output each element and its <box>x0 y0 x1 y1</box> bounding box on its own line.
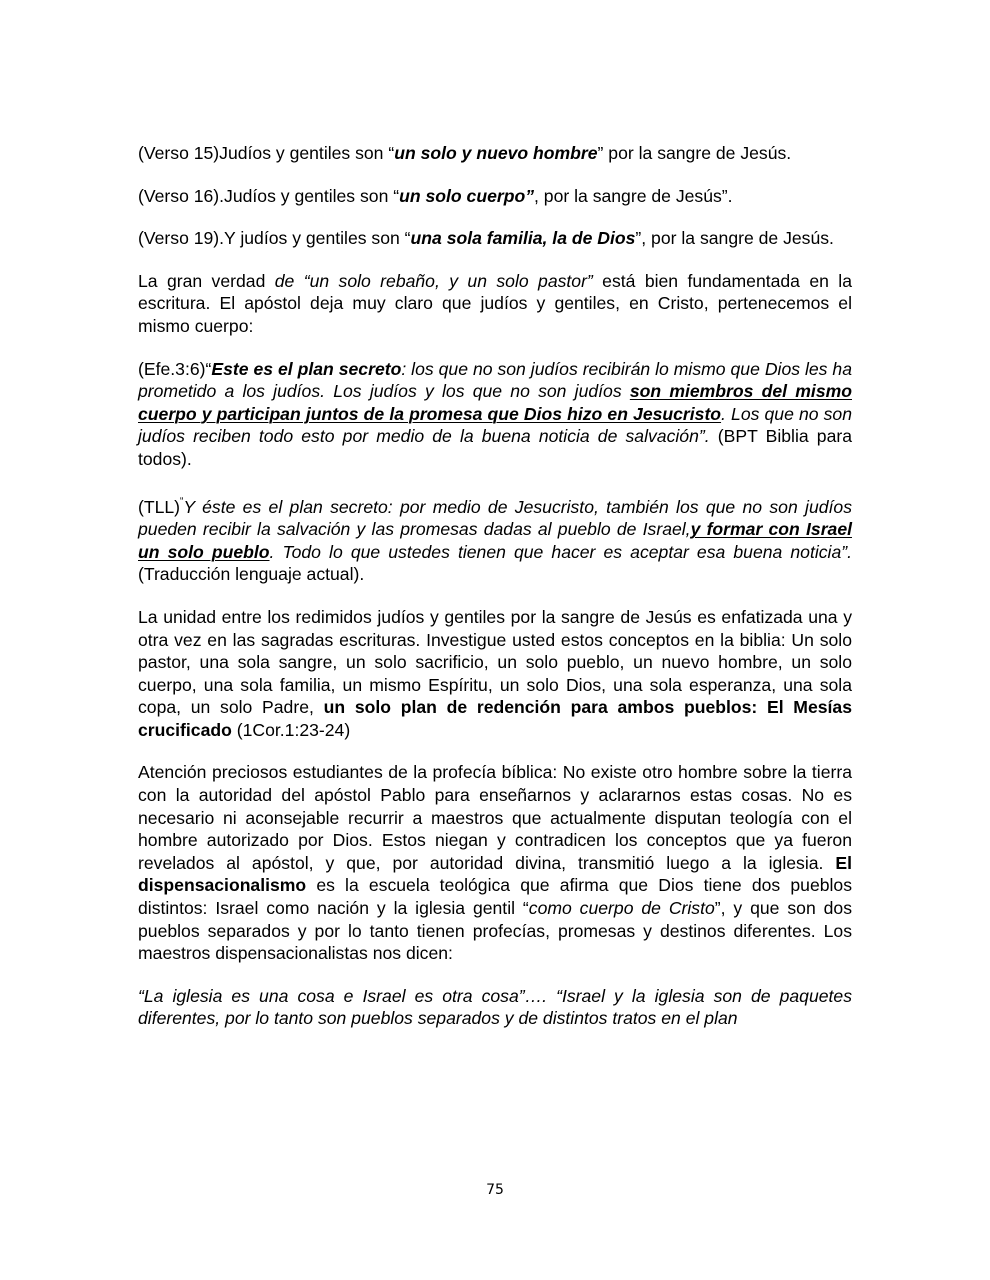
italic-phrase: como cuerpo de Cristo <box>528 898 715 919</box>
emphasis: un solo y nuevo hombre <box>394 143 598 163</box>
quote-text: . Los que no son judíos reciben todo esto por medio de la buena noticia de salvación”. <box>138 403 852 447</box>
paragraph-unidad <box>138 606 852 742</box>
text: está bien fundamentada en la escritura. El apóstol deja muy claro que judíos y gentiles, en Cristo, pertenecemos el mismo cuerpo: <box>138 270 853 336</box>
underlined-emphasis: son miembros del mismo cuerpo y participan juntos de la promesa que Dios hizo en Jesucristo <box>138 381 852 424</box>
quote-text: Y éste es el plan secreto: por medio de Jesucristo, también los que no son judíos pueden recibir la salvación y las promesas dadas al pueblo de Israel, <box>138 496 852 540</box>
version-note: (Traducción lenguaje actual). <box>138 564 365 585</box>
quote-text: . Todo lo que ustedes tienen que hacer es aceptar esa buena noticia”. <box>269 541 852 562</box>
paragraph-verse-15 <box>138 142 852 165</box>
paragraph-efesios-quote <box>138 358 852 471</box>
text: (Verso 15)Judíos y gentiles son “ <box>138 143 395 163</box>
bold-phrase: un solo plan de redención para ambos pueblos: El Mesías crucificado <box>138 697 852 740</box>
page-body <box>138 142 852 1050</box>
bold-term: El dispensacionalismo <box>138 852 852 896</box>
citation: (TLL) <box>138 496 181 517</box>
text: (Verso 16).Judíos y gentiles son “ <box>138 185 400 206</box>
text: , por la sangre de Jesús”. <box>534 185 733 206</box>
citation: (Efe.3:6)“ <box>138 358 212 379</box>
text: (Verso 19).Y judíos y gentiles son “ <box>138 228 411 249</box>
text: Atención preciosos estudiantes de la profecía bíblica: No existe otro hombre sobre la tierra con la autoridad del apóstol Pablo para enseñarnos y aclararnos estas cosas. No es necesario ni aconsejable recurrir a maestros que actualmente disputan teología con el hombre autorizado por Dios. Estos niegan y contradicen los conceptos que ya fueron revelados al apóstol, y que, por autoridad divina, transmitió luego a la iglesia. <box>138 762 852 873</box>
paragraph-tll-quote <box>138 496 852 586</box>
quote-text: “La iglesia es una cosa e Israel es otra cosa”…. “Israel y la iglesia son de paquetes diferentes, por lo tanto son pueblos separados y de distintos tratos en el plan <box>138 985 852 1029</box>
text: es la escuela teológica que afirma que Dios tiene dos pueblos distintos: Israel como nación y la iglesia gentil “ <box>138 875 852 919</box>
paragraph-verse-19 <box>138 227 852 250</box>
reference: (1Cor.1:23-24) <box>231 719 351 740</box>
quote-mark: “ <box>180 495 184 507</box>
quote-text: : los que no son judíos recibirán lo mismo que Dios les ha prometido a los judíos. Los judíos y los que no son judíos <box>138 358 853 402</box>
text: ” por la sangre de Jesús. <box>597 143 792 163</box>
text: La gran verdad <box>138 270 275 291</box>
page-number: 75 <box>486 1182 504 1198</box>
emphasis: un solo cuerpo” <box>399 185 535 206</box>
paragraph-dispensacionalismo <box>138 761 852 964</box>
emphasis: una sola familia, la de Dios <box>410 228 636 249</box>
text: ”, y que son dos pueblos separados y por lo tanto tienen profecías, promesas y destinos diferentes. Los maestros dispensacionalistas nos dicen: <box>138 898 852 964</box>
italic-phrase: de “un solo rebaño, y un solo pastor” <box>274 270 593 291</box>
text: La unidad entre los redimidos judíos y gentiles por la sangre de Jesús es enfatizada una y otra vez en las sagradas escrituras. Investigue usted estos conceptos en la biblia: Un solo pastor, una sola sangre, un solo sacrificio, un solo pueblo, un nuevo hombre, un solo cuerpo, una sola familia, un mismo Espíritu, un solo Dios, una sola esperanza, una sola copa, un solo Padre, <box>138 606 852 718</box>
paragraph-quote-iglesia <box>138 985 852 1030</box>
underlined-emphasis: y formar con Israel un solo pueblo <box>138 519 852 562</box>
paragraph-verse-16 <box>138 185 852 208</box>
text: ”, por la sangre de Jesús. <box>635 228 834 249</box>
version-note: (BPT Biblia para todos). <box>138 426 852 469</box>
emphasis: Este es el plan secreto <box>211 358 402 379</box>
paragraph-gran-verdad <box>138 270 852 338</box>
